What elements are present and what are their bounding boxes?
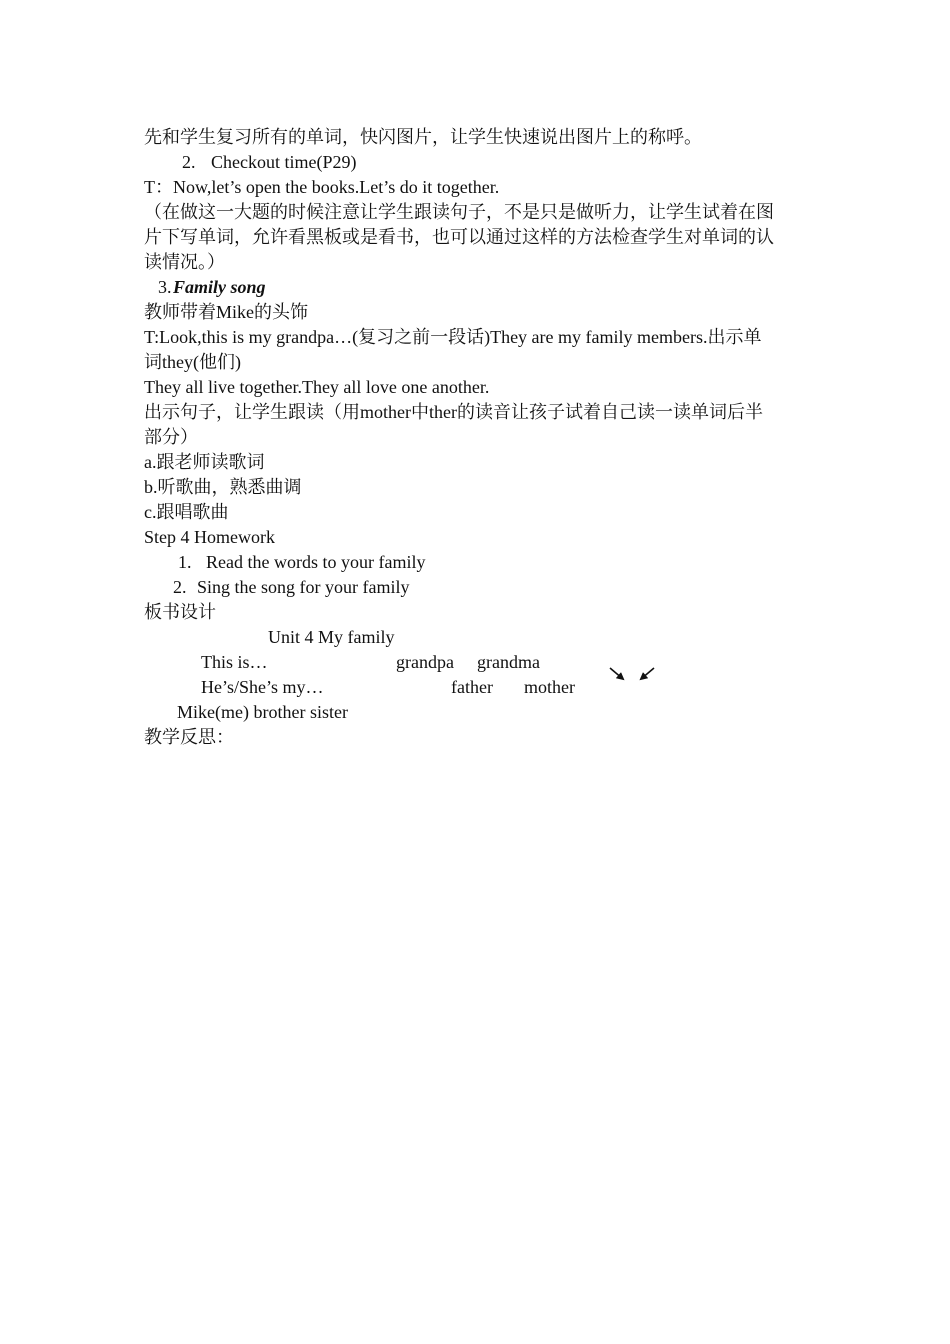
song-step-b: b.听歌曲，熟悉曲调: [144, 477, 302, 497]
song-step-a: a.跟老师读歌词: [144, 452, 265, 472]
note-line-3: 读情况。）: [144, 252, 225, 272]
reading-instruction-line-1: 出示句子，让学生跟读（用mother中ther的读音让孩子试着自己读一读单词后半: [144, 402, 763, 422]
teacher-dialogue-line-1: T:Look,this is my grandpa…(复习之前一段话)They are my family members.出示单: [144, 327, 762, 347]
song-lyric-line: They all live together.They all love one another.: [144, 377, 490, 397]
step-3-title: Family song: [173, 277, 266, 297]
blackboard-grandpa: grandpa: [396, 652, 454, 672]
note-line-1: （在做这一大题的时候注意让学生跟读句子，不是只是做听力，让学生试着在图: [144, 202, 774, 222]
review-instruction: 先和学生复习所有的单词，快闪图片，让学生快速说出图片上的称呼。: [144, 127, 702, 147]
homework-2-number: 2.: [173, 577, 187, 597]
blackboard-mike-brother-sister: Mike(me) brother sister: [177, 702, 348, 722]
blackboard-father: father: [451, 677, 493, 697]
step-2-title: Checkout time(P29): [211, 152, 357, 172]
song-step-c: c.跟唱歌曲: [144, 502, 229, 522]
homework-2-text: Sing the song for your family: [197, 577, 410, 597]
blackboard-unit-title: Unit 4 My family: [268, 627, 395, 647]
homework-1-text: Read the words to your family: [206, 552, 426, 572]
blackboard-hes-shes-my: He’s/She’s my…: [201, 677, 324, 697]
step-2-number: 2.: [182, 152, 196, 172]
homework-heading: Step 4 Homework: [144, 527, 275, 547]
teacher-dialogue-line-2: 词they(他们): [144, 352, 241, 372]
blackboard-this-is: This is…: [201, 652, 268, 672]
reading-instruction-line-2: 部分）: [144, 427, 198, 447]
teaching-reflection-heading: 教学反思：: [144, 727, 234, 747]
teacher-line-open-books: T：Now,let’s open the books.Let’s do it together.: [144, 177, 500, 197]
converging-arrows-icon: [606, 664, 658, 686]
blackboard-design-heading: 板书设计: [144, 602, 216, 622]
note-line-2: 片下写单词，允许看黑板或是看书，也可以通过这样的方法检查学生对单词的认: [144, 227, 774, 247]
teacher-headwear-note: 教师带着Mike的头饰: [144, 302, 308, 322]
blackboard-grandma: grandma: [477, 652, 540, 672]
blackboard-mother: mother: [524, 677, 575, 697]
homework-1-number: 1.: [178, 552, 192, 572]
step-3-number: 3.: [158, 277, 172, 297]
